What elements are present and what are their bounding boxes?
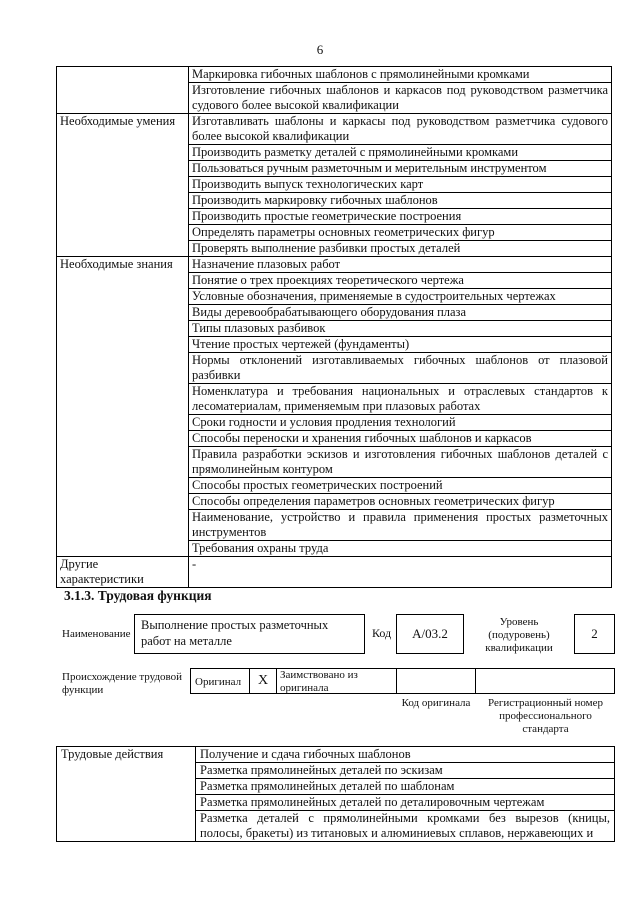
table-row [57,747,615,763]
table-cell: Разметка деталей с прямолинейными кромками без вырезов (кницы, полосы, бракеты) из титановых и алюминиевых сплавов, нержавеющих и [196,811,615,842]
table-cell: Требования охраны труда [189,541,612,557]
table-cell: Способы переноски и хранения гибочных шаблонов и каркасов [189,431,612,447]
table-cell: - [189,557,612,588]
table-cell: Способы простых геометрических построений [189,478,612,494]
name-label: Наименование [62,628,131,640]
function-code: А/03.2 [412,626,448,641]
origin-divider [249,668,250,694]
table-cell: Сроки годности и условия продления технологий [189,415,612,431]
function-code-box [396,614,464,654]
level-label: Уровень (подуровень) квалификации [485,616,553,654]
table-cell: Чтение простых чертежей (фундаменты) [189,337,612,353]
table-row [57,67,612,83]
table-cell: Назначение плазовых работ [189,257,612,273]
original-mark: X [257,673,269,688]
table-cell: Понятие о трех проекциях теоретического чертежа [189,273,612,289]
borrowed-label: Заимствовано из оригинала [280,669,358,694]
table-cell: Условные обозначения, применяемые в судостроительных чертежах [189,289,612,305]
table-cell: Разметка прямолинейных деталей по деталировочным чертежам [196,795,615,811]
table-cell: Номенклатура и требования национальных и отраслевых стандартов к лесоматериалам, применяемым при плазовых работах [189,384,612,415]
table-cell: Наименование, устройство и правила применения простых разметочных инструментов [189,510,612,541]
other-label: Другие характеристики [57,557,189,588]
table-cell: Определять параметры основных геометрических фигур [189,225,612,241]
table-cell: Получение и сдача гибочных шаблонов [196,747,615,763]
table-cell: Производить разметку деталей с прямолинейными кромками [189,145,612,161]
table-cell: Изготавливать шаблоны и каркасы под руководством разметчика судового более высокой квалификации [189,114,612,145]
table-row [57,114,612,145]
actions-label: Трудовые действия [57,747,196,842]
code-label: Код [372,626,392,640]
table-cell: Разметка прямолинейных деталей по эскизам [196,763,615,779]
table-cell: Маркировка гибочных шаблонов с прямолинейными кромками [189,67,612,83]
original-label: Оригинал [195,676,242,688]
table-row [57,557,612,588]
knowledge-label: Необходимые знания [57,257,189,557]
actions-table [56,746,615,842]
empty-label-cell [57,67,189,114]
origin-divider [475,668,476,694]
table-cell: Правила разработки эскизов и изготовления гибочных шаблонов деталей с прямолинейным контуром [189,447,612,478]
table-cell: Нормы отклонений изготавливаемых гибочных шаблонов от плазовой разбивки [189,353,612,384]
origin-label: Происхождение трудовой функции [62,671,183,696]
table-cell: Разметка прямолинейных деталей по шаблонам [196,779,615,795]
table-cell: Проверять выполнение разбивки простых деталей [189,241,612,257]
origin-divider [276,668,277,694]
table-cell: Производить простые геометрические построения [189,209,612,225]
table-cell: Виды деревообрабатывающего оборудования плаза [189,305,612,321]
page-number: 6 [316,42,324,57]
function-name: Выполнение простых разметочных работ на металле [141,618,329,648]
reg-caption: Регистрационный номер профессионального стандарта [487,697,604,735]
table-cell: Производить выпуск технологических карт [189,177,612,193]
code-caption: Код оригинала [401,697,471,709]
table-cell: Изготовление гибочных шаблонов и каркасов под руководством разметчика судового более высокой квалификации [189,83,612,114]
skills-label: Необходимые умения [57,114,189,257]
level-value: 2 [591,626,598,641]
table-cell: Производить маркировку гибочных шаблонов [189,193,612,209]
table-cell: Способы определения параметров основных геометрических фигур [189,494,612,510]
requirements-table [56,66,612,588]
section-heading: 3.1.3. Трудовая функция [64,588,212,603]
table-row [57,257,612,273]
level-box [574,614,615,654]
function-name-box [134,614,365,654]
origin-divider [396,668,397,694]
table-cell: Пользоваться ручным разметочным и мерительным инструментом [189,161,612,177]
table-cell: Типы плазовых разбивок [189,321,612,337]
